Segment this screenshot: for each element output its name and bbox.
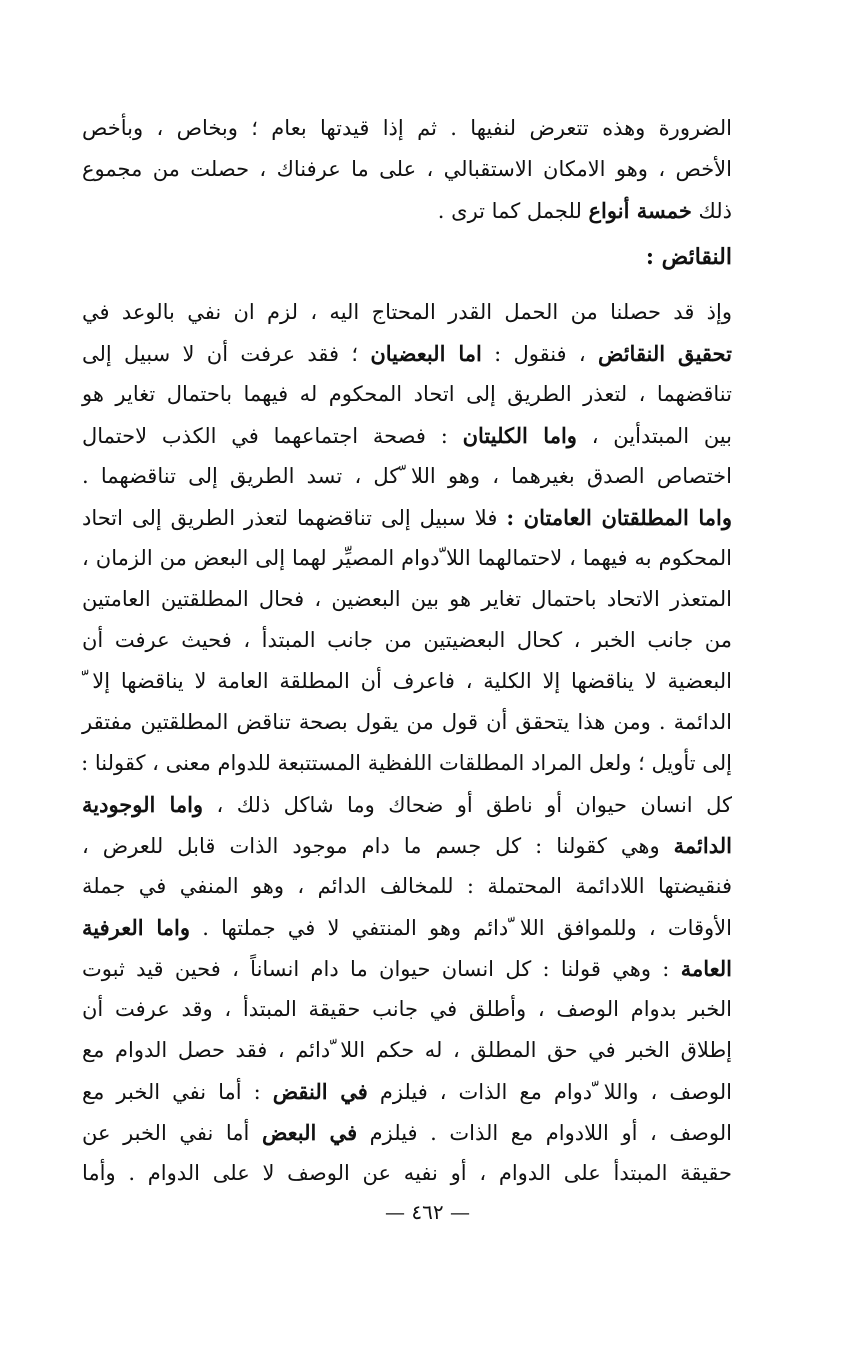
term-tahqiq-al-naqaid: تحقيق النقائض	[597, 341, 732, 366]
body-line-6	[82, 497, 732, 538]
intro-line-1: الضرورة وهذه تتعرض لنفيها . ثم إذا قيدتها بعام ؛ وبخاص ، وبأخص	[82, 116, 732, 140]
page-content	[82, 108, 732, 1194]
term-al-wujudiyya: واما الوجودية	[82, 792, 204, 817]
body-line-5: اختصاص الصدق بغيرهما ، وهو اللا ّكل ، تسد الطريق إلى تناقضهما .	[82, 464, 732, 488]
body-line-2-text-b: ، فنقول :	[494, 342, 586, 366]
term-al-kulliyatan: واما الكليتان	[462, 423, 577, 448]
body-line-20	[82, 1071, 732, 1112]
body-line-4	[82, 415, 732, 456]
body-line-6-text-b: فلا سبيل إلى تناقضهما لتعذر الطريق إلى اتحاد	[82, 506, 498, 530]
body-line-9: من جانب الخبر ، كحال البعضيتين من جانب المبتدأ ، فحيث عرفت أن	[82, 628, 732, 652]
body-line-4-text-a: بين المبتدأين ،	[591, 424, 732, 448]
intro-line-2: الأخص ، وهو الامكان الاستقبالي ، على ما عرفناك ، حصلت من مجموع	[82, 157, 732, 181]
body-line-11: الدائمة . ومن هذا يتحقق أن قول من يقول بصحة تناقض المطلقتين مفتقر	[82, 710, 732, 734]
body-line-14-text-b: وهي كقولنا : كل جسم ما دام موجود الذات قابل للعرض ،	[82, 834, 660, 858]
body-line-18: الخبر بدوام الوصف ، وأطلق في جانب حقيقة المبتدأ ، وقد عرفت أن	[82, 997, 732, 1021]
intro-line-3	[82, 190, 732, 231]
body-line-17	[82, 948, 732, 989]
body-line-21	[82, 1112, 732, 1153]
body-line-2-text-d: ؛ فقد عرفت أن لا سبيل إلى	[82, 342, 359, 366]
body-line-22: حقيقة المبتدأ على الدوام ، أو نفيه عن الوصف لا على الدوام . وأما	[82, 1161, 732, 1185]
body-line-7: المحكوم به فيهما ، لاحتمالهما اللا ّدوام المصيِّر لهما إلى البعض من الزمان ،	[82, 546, 732, 570]
term-al-amma: العامة	[680, 956, 732, 981]
body-line-21-text-a: الوصف ، أو اللادوام مع الذات . فيلزم	[369, 1121, 732, 1145]
body-line-20-text-a: الوصف ، واللا ّدوام مع الذات ، فيلزم	[379, 1080, 732, 1104]
body-line-17-text-b: : وهي قولنا : كل انسان حيوان ما دام انساناً ، فحين قيد ثبوت	[82, 957, 670, 981]
section-heading: النقائض :	[645, 244, 732, 270]
body-line-4-text-c: : فصحة اجتماعهما في الكذب لاحتمال	[82, 424, 448, 448]
body-line-21-text-c: أما نفي الخبر عن	[82, 1121, 250, 1145]
term-fi-al-naqd: في النقض	[272, 1079, 368, 1104]
body-line-19: إطلاق الخبر في حق المطلق ، له حكم اللا ّدائم ، فقد حصل الدوام مع	[82, 1038, 732, 1062]
body-line-15: فنقيضتها اللادائمة المحتملة : للمخالف الدائم ، وهو المنفي في جملة	[82, 874, 732, 898]
intro-line-3-text-a: ذلك	[698, 199, 732, 223]
body-line-10: البعضية لا يناقضها إلا الكلية ، فاعرف أن المطلقة العامة لا يناقضها إلا ّ	[82, 669, 732, 693]
body-line-16-text-a: الأوقات ، وللموافق اللا ّدائم وهو المنتفي لا في جملتها .	[202, 916, 732, 940]
body-line-8: المتعذر الاتحاد باحتمال تغاير هو بين البعضين ، فحال المطلقتين العامتين	[82, 587, 732, 611]
body-line-16	[82, 907, 732, 948]
term-al-urfiyya: واما العرفية	[82, 915, 191, 940]
body-line-14	[82, 825, 732, 866]
intro-line-3-bold: خمسة أنواع	[588, 198, 692, 223]
body-line-13	[82, 784, 732, 825]
body-line-2	[82, 333, 732, 374]
body-line-1: وإذ قد حصلنا من الحمل القدر المحتاج اليه ، لزم ان نفي بالوعد في	[82, 300, 732, 324]
body-line-13-text-a: كل انسان حيوان أو ناطق أو ضحاك وما شاكل ذلك ،	[216, 793, 732, 817]
body-line-20-text-c: : أما نفي الخبر مع	[82, 1080, 261, 1104]
term-fi-al-bad: في البعض	[261, 1120, 358, 1145]
term-al-daima: الدائمة	[673, 833, 732, 858]
intro-line-3-text-c: للجمل كما ترى .	[437, 199, 582, 223]
body-line-3: تناقضهما ، لتعذر الطريق إلى اتحاد المحكوم له فيهما باحتمال تغاير هو	[82, 382, 732, 406]
term-al-mutlaqatan: واما المطلقتان العامتان :	[506, 505, 732, 530]
body-line-12: إلى تأويل ؛ ولعل المراد المطلقات اللفظية المستتبعة للدوام معنى ، كقولنا :	[81, 751, 732, 775]
term-al-badiyan: اما البعضيان	[370, 341, 482, 366]
page-number: — ٤٦٢ —	[385, 1200, 470, 1224]
